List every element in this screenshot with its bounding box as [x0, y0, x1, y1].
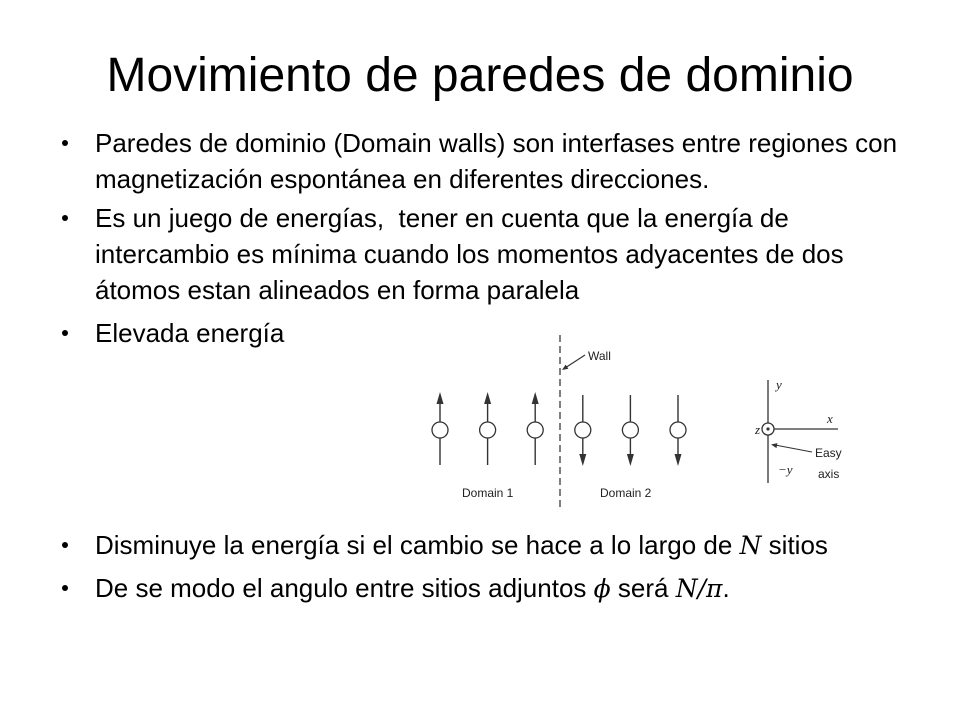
neg-y-axis-label: −y [778, 462, 793, 477]
bullet-item [95, 200, 844, 308]
easy-axis-label-line2: axis [818, 467, 840, 481]
bullet-text-line: magnetización espontánea en diferentes direcciones. [95, 164, 710, 194]
spin-site-circle [480, 422, 496, 438]
spin-up-arrow [527, 392, 543, 465]
slide-title: Movimiento de paredes de dominio [106, 49, 854, 102]
spin-chain [432, 392, 686, 466]
math-variable-n: N [739, 531, 762, 560]
domain-wall-figure [400, 325, 860, 515]
bullet-text: sitios [761, 530, 828, 560]
bullet-text-line: Es un juego de energías, tener en cuenta que la energía de [95, 203, 789, 233]
spin-site-circle [622, 422, 638, 438]
spin-up-arrow [432, 392, 448, 465]
spin-down-arrow [670, 395, 686, 466]
bullet-text: Disminuye la energía si el cambio se hace a lo largo de [95, 530, 740, 560]
spin-arrowhead [484, 392, 491, 404]
bullet-icon [62, 542, 68, 548]
spin-site-circle [670, 422, 686, 438]
bullet-icon [62, 585, 68, 591]
spin-down-arrow [575, 395, 591, 466]
spin-arrowhead [532, 392, 539, 404]
easy-axis-arrowhead [771, 443, 777, 448]
spin-site-circle [432, 422, 448, 438]
easy-axis-leader-line [775, 445, 812, 452]
bullet-text: De se modo el angulo entre sitios adjuntos [95, 573, 594, 603]
bullet-text: . [722, 573, 730, 603]
spin-up-arrow [480, 392, 496, 465]
z-axis-dot-icon [766, 427, 769, 430]
bullet-item [95, 315, 284, 351]
bullet-item [95, 125, 897, 197]
spin-arrowhead [675, 454, 682, 466]
bullet-icon [62, 140, 68, 146]
bullet-text: será [610, 573, 676, 603]
bullet-item [95, 570, 730, 607]
z-axis-label: z [754, 422, 760, 437]
spin-site-circle [575, 422, 591, 438]
bullet-text-line: átomos estan alineados en forma paralela [95, 275, 580, 305]
bullet-icon [62, 215, 68, 221]
wall-label: Wall [588, 349, 611, 363]
bullet-text-line [95, 570, 730, 607]
y-axis-label: y [776, 377, 782, 392]
math-symbol-phi: ϕ [593, 574, 611, 603]
easy-axis-label-line1: Easy [815, 446, 842, 460]
bullet-text-line: intercambio es mínima cuando los momentos adyacentes de dos [95, 239, 844, 269]
coordinate-axes [754, 377, 842, 483]
domain-1-label: Domain 1 [462, 486, 514, 500]
bullet-text-line: Paredes de dominio (Domain walls) son interfases entre regiones con [95, 128, 898, 158]
bullet-item [95, 527, 828, 564]
wall-leader-line [565, 355, 585, 368]
wall-leader-arrowhead [562, 365, 568, 370]
bullet-text-line: Elevada energía [95, 318, 285, 348]
domain-2-label: Domain 2 [600, 486, 652, 500]
spin-site-circle [527, 422, 543, 438]
spin-arrowhead [579, 454, 586, 466]
x-axis-label: x [827, 411, 833, 426]
spin-down-arrow [622, 395, 638, 466]
bullet-icon [62, 330, 68, 336]
spin-arrowhead [627, 454, 634, 466]
math-expression-n-over-pi: N/π [675, 574, 723, 603]
bullet-text-line [95, 527, 828, 564]
spin-arrowhead [437, 392, 444, 404]
